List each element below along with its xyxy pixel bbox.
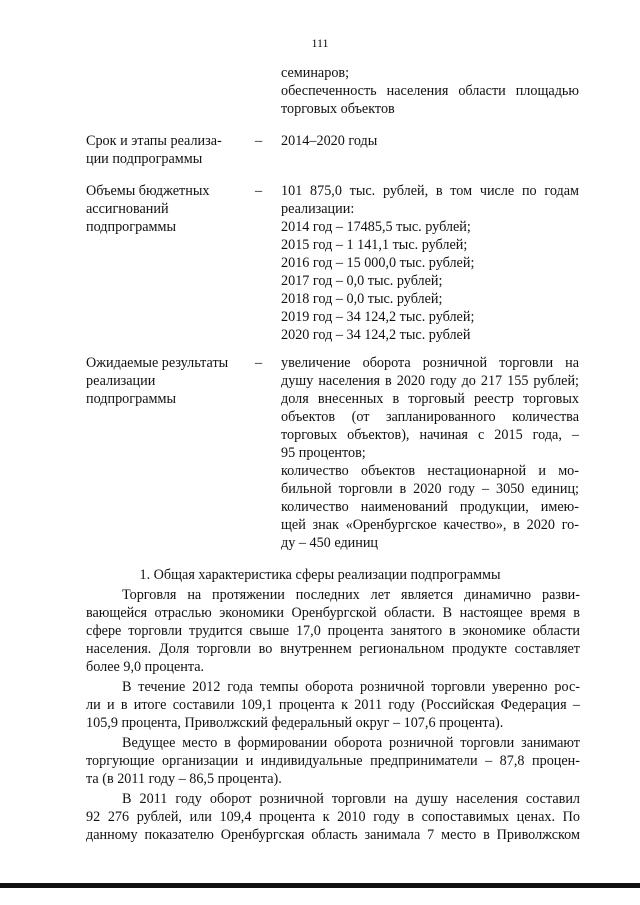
row-value: 101 875,0 тыс. рублей, в том числе по годам <box>281 183 579 199</box>
row-dash: – <box>255 183 263 199</box>
intro-line: торговых объектов <box>281 101 395 117</box>
row-value: щей знак «Оренбургское качество», в 2020 го- <box>281 517 579 533</box>
intro-line: семинаров; <box>281 65 350 81</box>
paragraph-line: 92 276 рублей, или 109,4 процента к 2010 году в сопоставимых ценах. По <box>86 809 580 825</box>
row-value: 2018 год – 0,0 тыс. рублей; <box>281 291 443 307</box>
paragraph-line: сфере торговли трудится свыше 17,0 процента занятого в экономике области <box>86 623 580 639</box>
section-heading: 1. Общая характеристика сферы реализации подпрограммы <box>139 567 501 583</box>
paragraph-line: В 2011 году оборот розничной торговли на душу населения составил <box>122 791 580 807</box>
row-value: увеличение оборота розничной торговли на <box>281 355 579 371</box>
row-value: 2020 год – 34 124,2 тыс. рублей <box>281 327 471 343</box>
row-value: 2015 год – 1 141,1 тыс. рублей; <box>281 237 468 253</box>
bottom-rule <box>0 883 640 888</box>
row-label: подпрограммы <box>86 391 176 407</box>
row-value: 2014–2020 годы <box>281 133 378 149</box>
row-value: торговых объектов), начиная с 2015 года, – <box>281 427 579 443</box>
row-value: количество объектов нестационарной и мо- <box>281 463 579 479</box>
paragraph-line: та (в 2011 году – 86,5 процента). <box>86 771 282 787</box>
row-value: 2016 год – 15 000,0 тыс. рублей; <box>281 255 475 271</box>
row-label: ассигнований <box>86 201 169 217</box>
paragraph-line: 105,9 процента, Приволжский федеральный округ – 107,6 процента). <box>86 715 504 731</box>
paragraph-line: Торговля на протяжении последних лет является динамично разви- <box>122 587 580 603</box>
row-value: ду – 450 единиц <box>281 535 379 551</box>
paragraph-line: В течение 2012 года темпы оборота розничной торговли уверенно рос- <box>122 679 580 695</box>
row-value: объектов (от запланированного количества <box>281 409 579 425</box>
row-label: ции подпрограммы <box>86 151 203 167</box>
row-value: 2017 год – 0,0 тыс. рублей; <box>281 273 443 289</box>
row-label: Ожидаемые результаты <box>86 355 229 371</box>
paragraph-line: Ведущее место в формировании оборота розничной торговли занимают <box>122 735 580 751</box>
row-dash: – <box>255 355 263 371</box>
row-label: Объемы бюджетных <box>86 183 210 199</box>
row-label: подпрограммы <box>86 219 176 235</box>
row-value: количество наименований продукции, имею- <box>281 499 579 515</box>
row-value: 95 процентов; <box>281 445 366 461</box>
paragraph-line: торгующие организации и индивидуальные предприниматели – 87,8 процен- <box>86 753 580 769</box>
row-value: 2019 год – 34 124,2 тыс. рублей; <box>281 309 475 325</box>
paragraph-line: данному показателю Оренбургская область занимала 7 место в Приволжском <box>86 827 580 843</box>
row-dash: – <box>255 133 263 149</box>
row-value: бильной торговли в 2020 году – 3050 единиц; <box>281 481 579 497</box>
row-label: реализации <box>86 373 156 389</box>
paragraph-line: вающейся отраслью экономики Оренбургской области. В настоящее время в <box>86 605 580 621</box>
intro-line: обеспеченность населения области площадью <box>281 83 579 99</box>
row-value: доля внесенных в торговый реестр торговых <box>281 391 579 407</box>
paragraph-line: населения. Доля торговли во внутреннем региональном продукте составляет <box>86 641 580 657</box>
row-value: 2014 год – 17485,5 тыс. рублей; <box>281 219 471 235</box>
row-value: реализации: <box>281 201 355 217</box>
page-number: 111 <box>311 36 329 50</box>
row-value: душу населения в 2020 году до 217 155 рублей; <box>281 373 579 389</box>
row-label: Срок и этапы реализа- <box>86 133 222 149</box>
paragraph-line: более 9,0 процента. <box>86 659 205 675</box>
paragraph-line: ли и в итоге составили 109,1 процента к 2011 году (Российская Федерация – <box>86 697 580 713</box>
